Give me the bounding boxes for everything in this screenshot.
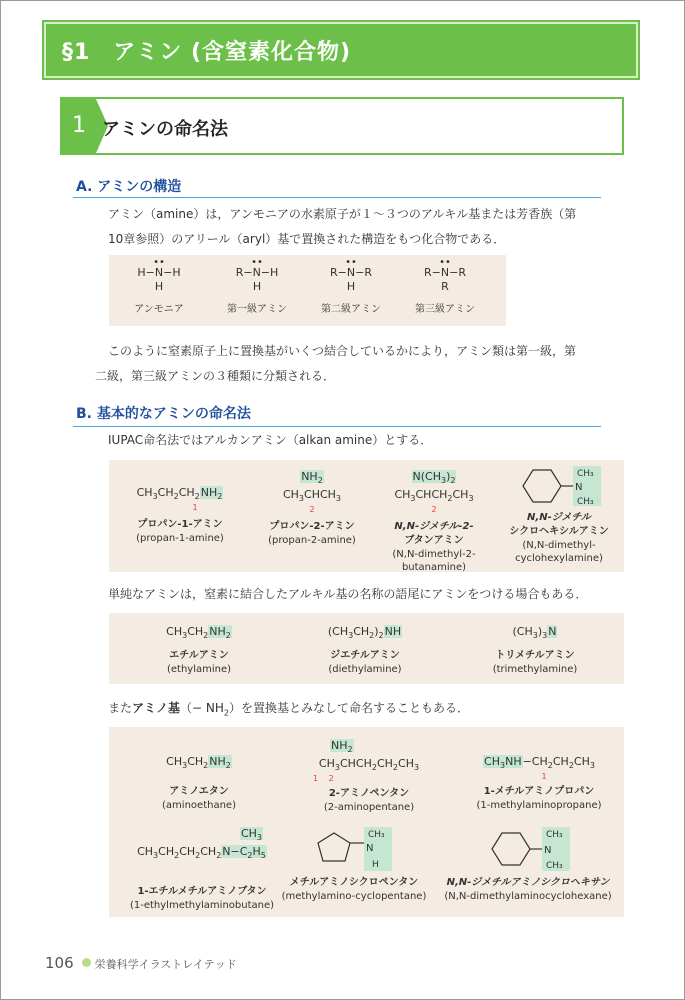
paragraph-line: アミン（amine）は，アンモニアの水素原子が１〜３つのアルキル基または芳香族（第 bbox=[108, 207, 577, 221]
molecule-aminoethane bbox=[139, 755, 259, 812]
structure-ammonia bbox=[123, 259, 195, 315]
subsection-number: 1 bbox=[62, 99, 96, 153]
compound-english: (1-ethylmethylaminobutane) bbox=[129, 900, 275, 912]
cyclohexane-ring-icon bbox=[517, 466, 601, 506]
section-banner bbox=[44, 22, 638, 78]
paragraph-line: 単純なアミンは，窒素に結合したアルキル基の名称の語尾にアミンをつける場合もある． bbox=[108, 587, 588, 601]
heading-part-a: A. アミンの構造 bbox=[76, 179, 182, 195]
page-footer bbox=[45, 954, 237, 972]
structure-formula: H−N−H bbox=[137, 266, 181, 279]
molecule-methylaminocyclopentane bbox=[279, 827, 429, 903]
molecule-formula: $CH_3CH_2NH_2$ bbox=[166, 755, 231, 771]
molecule-methylaminopropane bbox=[459, 755, 619, 812]
svg-text:N: N bbox=[366, 843, 374, 854]
molecule-formula: $CH_3CHCH_2CH_3$ bbox=[394, 488, 474, 504]
compound-name: アミノエタン bbox=[169, 786, 229, 798]
structure-caption: アンモニア bbox=[134, 304, 184, 315]
lone-pair-icon: •• bbox=[153, 257, 165, 268]
compound-english: (N,N-dimethyl-2- bbox=[392, 549, 476, 561]
molecule-substituent: $NH_2$ bbox=[301, 470, 323, 486]
molecule-dimethylcyclohexylamine bbox=[501, 466, 617, 565]
compound-english: (1-methylaminopropane) bbox=[476, 800, 602, 812]
svg-text:CH₃: CH₃ bbox=[577, 469, 594, 479]
compound-name: 1-メチルアミノプロパン bbox=[483, 786, 595, 798]
molecule-ethylmethylaminobutane bbox=[117, 827, 287, 912]
compound-english: (propan-1-amine) bbox=[136, 533, 224, 545]
locant-label: 2 bbox=[309, 505, 315, 515]
locant-label: 1 2 bbox=[313, 774, 334, 784]
molecule-diethylamine bbox=[305, 625, 425, 676]
compound-name: トリメチルアミン bbox=[495, 650, 575, 662]
lone-pair-icon: •• bbox=[251, 257, 263, 268]
compound-english: (aminoethane) bbox=[162, 800, 236, 812]
compound-name: ジエチルアミン bbox=[330, 650, 400, 662]
compound-name: 2-アミノペンタン bbox=[328, 788, 410, 800]
structure-substituent: H bbox=[252, 280, 262, 293]
example-box bbox=[109, 460, 624, 572]
molecule-formula: $CH_3CHCH_2CH_2CH_3$ bbox=[318, 757, 420, 773]
subsection-title: アミンの命名法 bbox=[102, 119, 228, 140]
molecule-substituent: $N(CH_3)_2$ bbox=[412, 470, 456, 486]
compound-english: (ethylamine) bbox=[166, 664, 232, 676]
compound-english: (diethylamine) bbox=[328, 664, 402, 676]
compound-name: メチルアミノシクロペンタン bbox=[289, 877, 419, 888]
paragraph-line: このように窒素原子上に置換基がいくつ結合しているかにより，アミン類は第一級，第 bbox=[108, 344, 577, 358]
molecule-substituent: $NH_2$ bbox=[331, 739, 353, 755]
example-box bbox=[109, 613, 624, 684]
cyclopentane-ring-icon bbox=[314, 827, 394, 871]
molecule-formula: $CH_3NH-CH_2CH_2CH_3$ bbox=[484, 755, 595, 771]
molecule-formula: $CH_3CH_2CH_2NH_2$ bbox=[136, 486, 223, 502]
molecule-propan-2-amine bbox=[257, 470, 367, 547]
svg-text:CH₃: CH₃ bbox=[577, 497, 594, 506]
locant-label: 2 bbox=[431, 505, 437, 515]
locant-label: 1 bbox=[541, 772, 547, 782]
compound-english-cont: butanamine) bbox=[401, 562, 467, 574]
section-title: §1 アミン (含窒素化合物) bbox=[62, 40, 352, 65]
structure-caption: 第一級アミン bbox=[227, 304, 287, 315]
compound-english: (N,N-dimethyl- bbox=[522, 540, 596, 551]
molecule-formula: $CH_3CHCH_3$ bbox=[282, 488, 342, 504]
structure-caption: 第二級アミン bbox=[321, 304, 381, 315]
structure-formula: R−N−R bbox=[330, 266, 372, 279]
compound-english: (methylamino-cyclopentane) bbox=[281, 891, 427, 902]
structure-substituent: R bbox=[441, 280, 449, 293]
paragraph-line: またアミノ基（− $NH_2$）を置換基とみなして命名することもある． bbox=[108, 701, 470, 718]
compound-english: (2-aminopentane) bbox=[323, 802, 415, 814]
compound-name: N,N-ジメチル-2- bbox=[394, 521, 474, 533]
molecule-formula: $CH_3CH_2NH_2$ bbox=[166, 625, 231, 641]
molecule-ethylamine bbox=[139, 625, 259, 676]
molecule-propan-1-amine bbox=[127, 486, 233, 545]
amino-group-term: アミノ基 bbox=[132, 701, 181, 715]
locant-label: 1 bbox=[192, 503, 198, 513]
compound-english: (N,N-dimethylaminocyclohexane) bbox=[444, 891, 612, 902]
molecule-formula: $(CH_3)_3N$ bbox=[512, 625, 557, 641]
structure-formula: R−N−H bbox=[235, 266, 279, 279]
svg-text:H: H bbox=[372, 860, 379, 870]
molecule-formula: $(CH_3CH_2)_2NH$ bbox=[327, 625, 402, 641]
structure-tertiary bbox=[409, 259, 481, 315]
structure-secondary bbox=[315, 259, 387, 315]
structure-box bbox=[109, 255, 506, 326]
compound-name-cont: シクロヘキシルアミン bbox=[509, 526, 609, 537]
lone-pair-icon: •• bbox=[439, 257, 451, 268]
svg-text:CH₃: CH₃ bbox=[368, 830, 385, 840]
compound-name: エチルアミン bbox=[169, 650, 229, 662]
molecule-dimethylaminocyclohexane bbox=[435, 827, 621, 903]
heading-part-b: B. 基本的なアミンの命名法 bbox=[76, 406, 251, 422]
lone-pair-icon: •• bbox=[345, 257, 357, 268]
structure-substituent: H bbox=[154, 280, 164, 293]
example-box bbox=[109, 727, 624, 917]
molecule-aminopentane bbox=[299, 739, 439, 814]
compound-english: (trimethylamine) bbox=[492, 664, 578, 676]
heading-rule bbox=[73, 426, 601, 427]
paragraph-line: 二級，第三級アミンの３種類に分類される． bbox=[95, 369, 336, 383]
molecule-substituent: $CH_3$ bbox=[240, 827, 262, 843]
structure-primary bbox=[221, 259, 293, 315]
structure-formula: R−N−R bbox=[424, 266, 466, 279]
compound-name: プロパン-2-アミン bbox=[269, 521, 355, 533]
compound-english-cont: cyclohexylamine) bbox=[515, 553, 603, 564]
compound-name: プロパン-1-アミン bbox=[137, 519, 223, 531]
molecule-trimethylamine bbox=[475, 625, 595, 676]
cyclohexane-ring-icon bbox=[486, 827, 570, 871]
molecule-formula: $CH_3CH_2CH_2CH_2N-C_2H_5$ bbox=[137, 845, 266, 861]
paragraph-line: 10章参照）のアリール（aryl）基で置換された構造をもつ化合物である． bbox=[108, 232, 506, 246]
svg-text:CH₃: CH₃ bbox=[546, 830, 563, 840]
structure-substituent: H bbox=[346, 280, 356, 293]
structure-caption: 第三級アミン bbox=[415, 304, 475, 315]
paragraph-line: IUPAC命名法ではアルカンアミン（alkan amine）とする． bbox=[108, 433, 433, 447]
bullet-dot-icon bbox=[82, 958, 91, 967]
compound-name-cont: ブタンアミン bbox=[404, 535, 464, 547]
book-title: 栄養科学イラストレイテッド bbox=[94, 958, 237, 971]
subsection-banner bbox=[60, 97, 624, 155]
svg-text:N: N bbox=[575, 482, 583, 493]
compound-english: (propan-2-amine) bbox=[268, 535, 356, 547]
heading-rule bbox=[73, 197, 601, 198]
compound-name: N,N-ジメチル bbox=[527, 512, 591, 523]
molecule-dimethylbutanamine bbox=[379, 470, 489, 574]
svg-text:N: N bbox=[544, 845, 552, 856]
page-number: 106 bbox=[45, 954, 74, 972]
svg-text:CH₃: CH₃ bbox=[546, 861, 563, 871]
compound-name: N,N-ジメチルアミノシクロヘキサン bbox=[446, 877, 610, 888]
compound-name: 1-エチルメチルアミノブタン bbox=[137, 886, 267, 898]
